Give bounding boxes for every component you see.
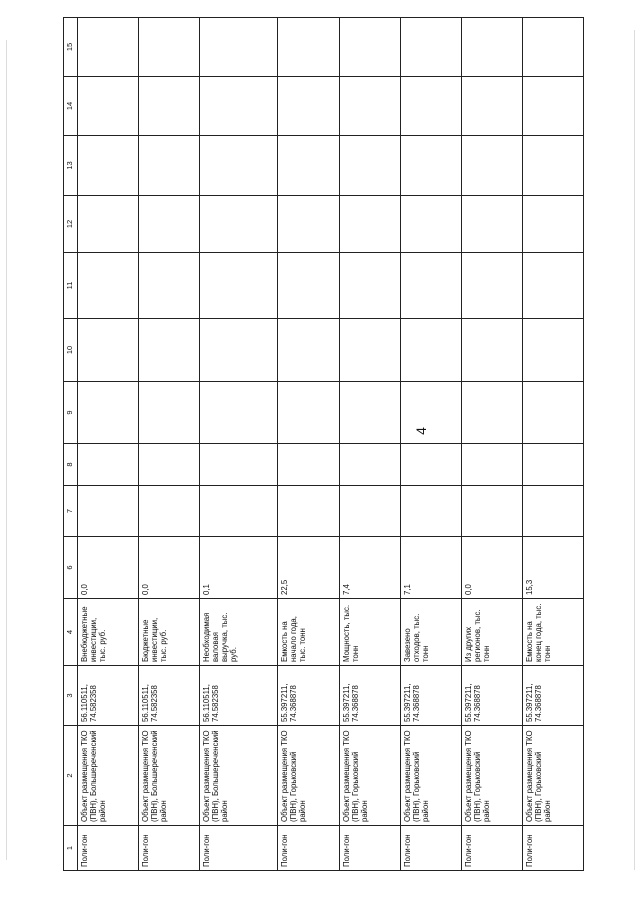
header-cell: 7: [64, 486, 78, 537]
header-cell: 10: [64, 319, 78, 382]
empty-cell: [339, 319, 400, 382]
coords-cell: 55.397211, 74.368878: [400, 666, 461, 726]
empty-cell: [400, 253, 461, 319]
header-cell: 12: [64, 196, 78, 253]
object-cell: Объект размещения ТКО (ПВН), Горьковский район: [400, 726, 461, 826]
value-cell: 0,0: [78, 537, 139, 599]
header-cell: 6: [64, 537, 78, 599]
empty-cell: [78, 444, 139, 486]
empty-cell: [278, 253, 339, 319]
empty-cell: [200, 382, 278, 444]
empty-cell: [78, 136, 139, 196]
coords-cell: 56.110511, 74.582358: [78, 666, 139, 726]
empty-cell: [139, 18, 200, 77]
empty-cell: [139, 77, 200, 136]
empty-cell: [461, 382, 522, 444]
empty-cell: [78, 77, 139, 136]
type-cell: Поли-гон: [522, 826, 583, 871]
empty-cell: [278, 319, 339, 382]
header-cell: 4: [64, 599, 78, 666]
empty-cell: [200, 253, 278, 319]
value-cell: 15,3: [522, 537, 583, 599]
empty-cell: [78, 486, 139, 537]
empty-cell: [139, 136, 200, 196]
empty-cell: [339, 196, 400, 253]
empty-cell: [522, 18, 583, 77]
coords-cell: 56.110511, 74.582358: [200, 666, 278, 726]
empty-cell: [200, 444, 278, 486]
coords-cell: 55.397211, 74.368878: [278, 666, 339, 726]
type-cell: Поли-гон: [461, 826, 522, 871]
empty-cell: [522, 77, 583, 136]
empty-cell: [461, 196, 522, 253]
empty-cell: [278, 486, 339, 537]
type-cell: Поли-гон: [278, 826, 339, 871]
object-cell: Объект размещения ТКО (ПВН), Горьковский район: [339, 726, 400, 826]
empty-cell: [400, 136, 461, 196]
empty-cell: [278, 382, 339, 444]
empty-cell: [461, 18, 522, 77]
header-cell: 13: [64, 136, 78, 196]
empty-cell: [461, 444, 522, 486]
empty-cell: [461, 253, 522, 319]
empty-cell: [139, 444, 200, 486]
empty-cell: [339, 444, 400, 486]
table-row: [139, 18, 200, 871]
empty-cell: [461, 319, 522, 382]
type-cell: Поли-гон: [400, 826, 461, 871]
empty-cell: [78, 319, 139, 382]
empty-cell: [200, 319, 278, 382]
table-row: [400, 18, 461, 871]
header-row: [64, 18, 78, 871]
empty-cell: [139, 382, 200, 444]
empty-cell: [339, 382, 400, 444]
coords-cell: 55.397211, 74.368878: [339, 666, 400, 726]
header-cell: 14: [64, 77, 78, 136]
value-cell: 22,5: [278, 537, 339, 599]
table-row: [339, 18, 400, 871]
empty-cell: [139, 253, 200, 319]
empty-cell: [522, 253, 583, 319]
object-cell: Объект размещения ТКО (ПВН), Горьковский район: [461, 726, 522, 826]
table-row: [200, 18, 278, 871]
empty-cell: [400, 18, 461, 77]
object-cell: Объект размещения ТКО (ПВН), Большереченский район: [200, 726, 278, 826]
table-row: [78, 18, 139, 871]
empty-cell: [339, 136, 400, 196]
empty-cell: [200, 486, 278, 537]
coords-cell: 55.397211, 74.368878: [461, 666, 522, 726]
empty-cell: [200, 136, 278, 196]
empty-cell: [461, 486, 522, 537]
empty-cell: [278, 18, 339, 77]
header-cell: 3: [64, 666, 78, 726]
empty-cell: [400, 486, 461, 537]
indicator-cell: Завезено отходов, тыс. тонн: [400, 599, 461, 666]
empty-cell: [139, 486, 200, 537]
data-table: [63, 17, 584, 871]
empty-cell: [339, 253, 400, 319]
empty-cell: [400, 444, 461, 486]
object-cell: Объект размещения ТКО (ПВН), Большереченский район: [139, 726, 200, 826]
empty-cell: [78, 253, 139, 319]
empty-cell: [522, 319, 583, 382]
indicator-cell: Необходимая валовая выручка, тыс. руб.: [200, 599, 278, 666]
table-wrapper: [63, 18, 584, 871]
empty-cell: [522, 444, 583, 486]
value-cell: 0,0: [461, 537, 522, 599]
object-cell: Объект размещения ТКО (ПВН), Большереченский район: [78, 726, 139, 826]
empty-cell: [78, 18, 139, 77]
empty-cell: [522, 486, 583, 537]
object-cell: Объект размещения ТКО (ПВН), Горьковский район: [522, 726, 583, 826]
empty-cell: [139, 196, 200, 253]
empty-cell: [522, 136, 583, 196]
indicator-cell: Из других регионов, тыс. тонн: [461, 599, 522, 666]
table-row: [278, 18, 339, 871]
empty-cell: [461, 77, 522, 136]
empty-cell: [278, 196, 339, 253]
header-cell: 11: [64, 253, 78, 319]
empty-cell: [139, 319, 200, 382]
empty-cell: [278, 444, 339, 486]
header-cell: 15: [64, 18, 78, 77]
indicator-cell: Мощность, тыс. тонн: [339, 599, 400, 666]
type-cell: Поли-гон: [78, 826, 139, 871]
empty-cell: [78, 382, 139, 444]
scan-edge-right: [634, 30, 635, 870]
empty-cell: [339, 77, 400, 136]
indicator-cell: Емкость на конец года, тыс. тонн: [522, 599, 583, 666]
rotated-table-container: [63, 18, 584, 871]
indicator-cell: Емкость на начало года, тыс. тонн: [278, 599, 339, 666]
indicator-cell: Внебюджетные инвестиции, тыс. руб.: [78, 599, 139, 666]
empty-cell: [200, 196, 278, 253]
empty-cell: [522, 196, 583, 253]
indicator-cell: Бюджетные инвестиции, тыс. руб.: [139, 599, 200, 666]
empty-cell: [200, 77, 278, 136]
empty-cell: [400, 382, 461, 444]
value-cell: 7,4: [339, 537, 400, 599]
empty-cell: [400, 196, 461, 253]
scan-edge-left: [6, 40, 7, 860]
value-cell: 7,1: [400, 537, 461, 599]
type-cell: Поли-гон: [200, 826, 278, 871]
value-cell: 0,1: [200, 537, 278, 599]
header-cell: 1: [64, 826, 78, 871]
empty-cell: [78, 196, 139, 253]
type-cell: Поли-гон: [139, 826, 200, 871]
empty-cell: [200, 18, 278, 77]
table-row: [522, 18, 583, 871]
header-cell: 9: [64, 382, 78, 444]
header-cell: 2: [64, 726, 78, 826]
empty-cell: [461, 136, 522, 196]
header-cell: 8: [64, 444, 78, 486]
table-row: [461, 18, 522, 871]
object-cell: Объект размещения ТКО (ПВН), Горьковский район: [278, 726, 339, 826]
value-cell: 0,0: [139, 537, 200, 599]
page-number: 4: [413, 427, 429, 435]
empty-cell: [339, 486, 400, 537]
coords-cell: 55.397211, 74.368878: [522, 666, 583, 726]
empty-cell: [278, 136, 339, 196]
empty-cell: [400, 319, 461, 382]
empty-cell: [278, 77, 339, 136]
empty-cell: [339, 18, 400, 77]
coords-cell: 56.110511, 74.582358: [139, 666, 200, 726]
empty-cell: [522, 382, 583, 444]
empty-cell: [400, 77, 461, 136]
type-cell: Поли-гон: [339, 826, 400, 871]
